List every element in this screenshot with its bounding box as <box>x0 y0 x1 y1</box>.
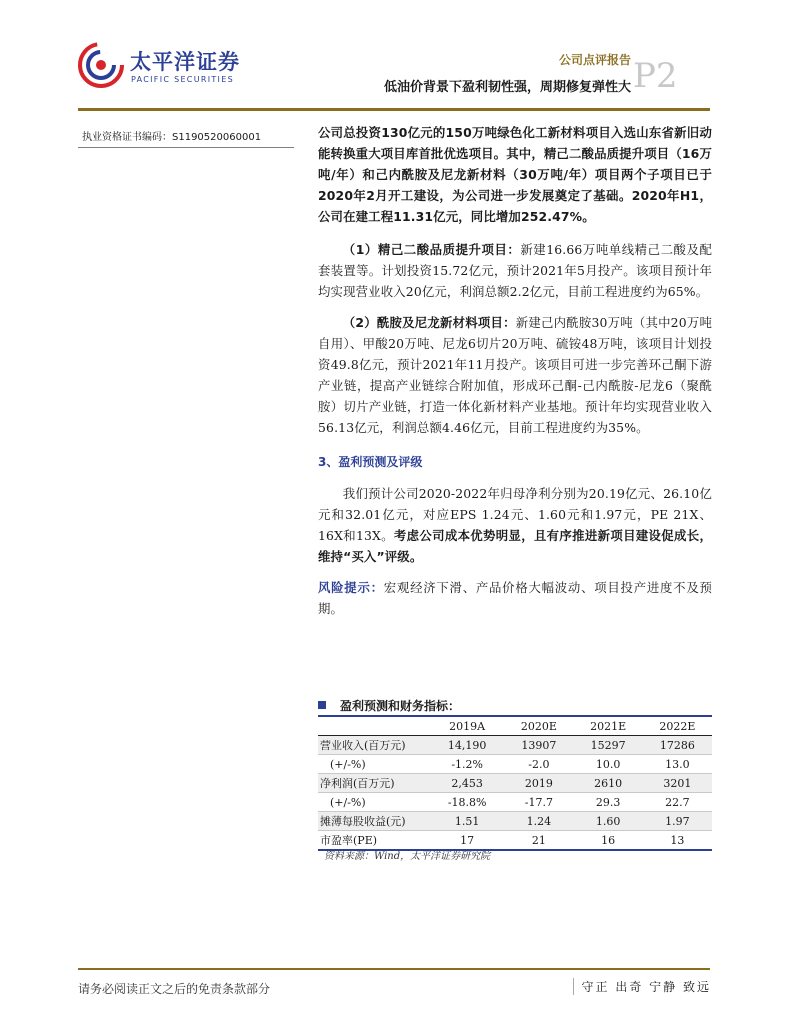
table-cell: 15297 <box>574 736 643 755</box>
table-cell: -1.2% <box>430 755 504 774</box>
financial-forecast-table <box>318 715 712 851</box>
table-row <box>318 755 712 774</box>
table-cell: 13907 <box>504 736 573 755</box>
row-label: (+/-%) <box>318 755 430 774</box>
table-cell: 1.60 <box>574 812 643 831</box>
table-cell: 22.7 <box>643 793 712 812</box>
sidebar-divider <box>78 147 294 148</box>
table-cell: 17286 <box>643 736 712 755</box>
table-cell: -18.8% <box>430 793 504 812</box>
table-cell: -2.0 <box>504 755 573 774</box>
table-bullet-icon <box>318 701 326 709</box>
table-row <box>318 774 712 793</box>
header-divider <box>78 108 710 111</box>
certificate-label: 执业资格证书编码： <box>82 132 172 143</box>
table-row <box>318 736 712 755</box>
item1-text: 新建16.66万吨单线精己二酸及配套装置等。计划投资15.72亿元，预计2021年5月投产。该项目预计年均实现营业收入20亿元，利润总额2.2亿元，目前工程进度约为65%。 <box>318 242 712 299</box>
table-header-cell: 2019A <box>430 716 504 736</box>
report-title: 低油价背景下盈利韧性强，周期修复弹性大 <box>383 80 631 95</box>
table-header-cell: 2021E <box>574 716 643 736</box>
table-title-text: 盈利预测和财务指标： <box>340 699 461 713</box>
table-cell: 13.0 <box>643 755 712 774</box>
table-source: 资料来源：Wind，太平洋证券研究院 <box>324 851 491 862</box>
intro-paragraph: 公司总投资130亿元的150万吨绿色化工新材料项目入选山东省新旧动能转换重大项目库首批优选项目。其中，精己二酸品质提升项目（16万吨/年）和己内酰胺及尼龙新材料（30万吨/年）项目两个子项目已于2020年2月开工建设，为公司进一步发展奠定了基础。2020年H1，公司在建工程11.31亿元，同比增加252.47%。 <box>318 125 712 224</box>
table-cell: -17.7 <box>504 793 573 812</box>
table-cell: 1.24 <box>504 812 573 831</box>
risk-label: 风险提示： <box>318 580 384 595</box>
section3-heading: 3、盈利预测及评级 <box>318 455 423 469</box>
item2-title: （2）酰胺及尼龙新材料项目： <box>342 315 516 330</box>
table-cell: 14,190 <box>430 736 504 755</box>
table-title <box>318 697 460 714</box>
certificate-info <box>82 128 261 143</box>
forecast-paragraph <box>318 483 712 567</box>
table-cell: 10.0 <box>574 755 643 774</box>
item2-paragraph <box>318 312 712 438</box>
pacific-securities-logo-icon <box>78 42 124 88</box>
item2-text: 新建己内酰胺30万吨（其中20万吨自用）、甲酸20万吨、尼龙6切片20万吨、硫铵48万吨，该项目计划投资49.8亿元，预计2021年11月投产。该项目可进一步完善环己酮下游产业链，提高产业链综合附加值，形成环己酮-己内酰胺-尼龙6（聚酰胺）切片产业链，打造一体化新材料产业基地。预计年均实现营业收入56.13亿元，利润总额4.46亿元，目前工程进度约为35%。 <box>318 315 712 435</box>
table-cell: 29.3 <box>574 793 643 812</box>
table-cell: 2019 <box>504 774 573 793</box>
footer-disclaimer: 请务必阅读正文之后的免责条款部分 <box>78 982 271 996</box>
table-header-cell: 2022E <box>643 716 712 736</box>
table-header-cell <box>318 716 430 736</box>
footer-divider <box>78 968 710 970</box>
row-label: 市盈率(PE) <box>318 831 430 851</box>
table-cell: 2610 <box>574 774 643 793</box>
table-row <box>318 793 712 812</box>
risk-paragraph <box>318 577 712 619</box>
table-row <box>318 812 712 831</box>
row-label: 净利润(百万元) <box>318 774 430 793</box>
row-label: 摊薄每股收益(元) <box>318 812 430 831</box>
report-type: 公司点评报告 <box>558 53 631 67</box>
table-cell: 21 <box>504 831 573 851</box>
risk-text: 宏观经济下滑、产品价格大幅波动、项目投产进度不及预期。 <box>318 580 713 616</box>
item1-paragraph <box>318 239 712 302</box>
forecast-rating: 考虑公司成本优势明显，且有序推进新项目建设促成长，维持“买入”评级。 <box>318 528 712 564</box>
certificate-number: S1190520060001 <box>172 132 262 143</box>
row-label: 营业收入(百万元) <box>318 736 430 755</box>
table-cell: 1.51 <box>430 812 504 831</box>
company-logo <box>78 42 238 94</box>
logo-english-name: PACIFIC SECURITIES <box>131 75 234 84</box>
table-cell: 17 <box>430 831 504 851</box>
table-cell: 1.97 <box>643 812 712 831</box>
item1-title: （1）精己二酸品质提升项目： <box>342 242 521 257</box>
table-cell: 3201 <box>643 774 712 793</box>
main-content <box>318 122 712 619</box>
logo-chinese-name: 太平洋证券 <box>130 50 240 74</box>
table-header-row <box>318 716 712 736</box>
table-header-cell: 2020E <box>504 716 573 736</box>
table-cell: 13 <box>643 831 712 851</box>
table-cell: 2,453 <box>430 774 504 793</box>
forecast-text: 我们预计公司2020-2022年归母净利分别为20.19亿元、26.10亿元和32.01亿元，对应EPS 1.24元、1.60元和1.97元，PE 21X、16X和13X。 <box>318 486 712 543</box>
row-label: (+/-%) <box>318 793 430 812</box>
footer-motto: 守正 出奇 宁静 致远 <box>573 978 711 995</box>
page-number: P2 <box>633 56 678 96</box>
table-cell: 16 <box>574 831 643 851</box>
